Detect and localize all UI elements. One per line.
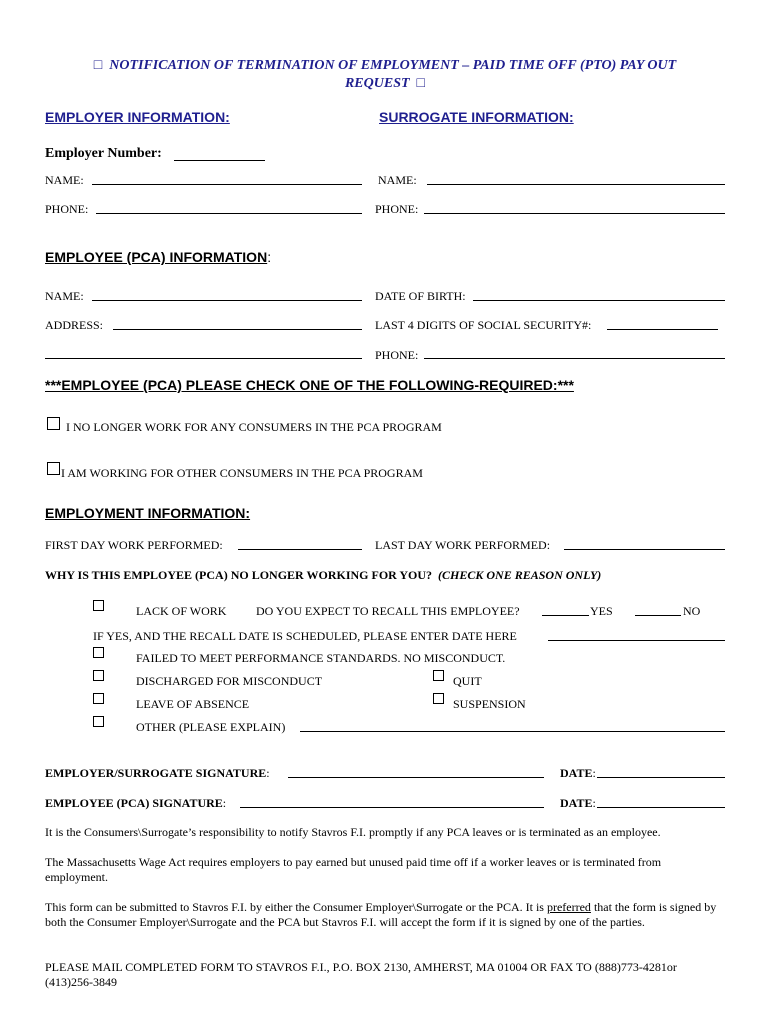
suspension-label: SUSPENSION bbox=[453, 697, 526, 711]
recall-no-field[interactable] bbox=[635, 615, 681, 616]
why-question bbox=[45, 568, 601, 583]
form-title-text-1: NOTIFICATION OF TERMINATION OF EMPLOYMENT – PAID TIME OFF (PTO) PAY OUT bbox=[109, 58, 677, 73]
employee-address-label: ADDRESS: bbox=[45, 318, 104, 332]
recall-question-label: DO YOU EXPECT TO RECALL THIS EMPLOYEE? bbox=[256, 604, 520, 618]
employee-info-heading-colon: : bbox=[267, 249, 272, 265]
employee-phone-label: PHONE: bbox=[375, 348, 419, 362]
form-title-line2 bbox=[0, 76, 770, 92]
employee-dob-field[interactable] bbox=[473, 300, 725, 301]
employee-name-field[interactable] bbox=[92, 300, 362, 301]
lack-of-work-label: LACK OF WORK bbox=[136, 604, 227, 618]
form-title-text-2: REQUEST bbox=[344, 76, 410, 91]
employer-signature-label-text: EMPLOYER/SURROGATE SIGNATURE bbox=[45, 766, 267, 780]
why-question-note: (CHECK ONE REASON ONLY) bbox=[438, 568, 602, 582]
employer-name-field[interactable] bbox=[92, 184, 362, 185]
employer-name-label: NAME: bbox=[45, 173, 84, 187]
employee-ssn-field[interactable] bbox=[607, 329, 718, 330]
suspension-checkbox[interactable] bbox=[433, 693, 444, 704]
employment-info-heading-text: EMPLOYMENT INFORMATION: bbox=[45, 505, 251, 521]
surrogate-phone-label: PHONE: bbox=[375, 202, 419, 216]
employee-signature-label-text: EMPLOYEE (PCA) SIGNATURE bbox=[45, 796, 223, 810]
employee-name-label: NAME: bbox=[45, 289, 84, 303]
other-checkbox[interactable] bbox=[93, 716, 104, 727]
note-wage-act: The Massachusetts Wage Act requires employers to pay earned but unused paid time off if a worker leaves or is terminated from employment. bbox=[45, 855, 662, 884]
employer-date-colon: : bbox=[592, 766, 596, 780]
quit-checkbox[interactable] bbox=[433, 670, 444, 681]
discharged-checkbox[interactable] bbox=[93, 670, 104, 681]
employer-signature-label bbox=[45, 766, 270, 781]
employee-info-heading-text: EMPLOYEE (PCA) INFORMATION bbox=[45, 249, 268, 265]
note-mailing: PLEASE MAIL COMPLETED FORM TO STAVROS F.I., P.O. BOX 2130, AMHERST, MA 01004 OR FAX TO (888)773-4281or (413)256-3849 bbox=[45, 960, 677, 989]
employee-ssn-label: LAST 4 DIGITS OF SOCIAL SECURITY#: bbox=[375, 318, 592, 332]
discharged-label: DISCHARGED FOR MISCONDUCT bbox=[136, 674, 323, 688]
surrogate-phone-field[interactable] bbox=[424, 213, 725, 214]
last-day-label: LAST DAY WORK PERFORMED: bbox=[375, 538, 551, 552]
employer-signature-field[interactable] bbox=[288, 777, 544, 778]
note-responsibility: It is the Consumers\Surrogate’s responsibility to notify Stavros F.I. promptly if any PCA leaves or is terminated as an employee. bbox=[45, 825, 661, 839]
surrogate-info-heading-text: SURROGATE INFORMATION: bbox=[379, 109, 574, 125]
other-explain-field[interactable] bbox=[300, 731, 725, 732]
title-box-glyph-right: □ bbox=[416, 76, 426, 91]
working-other-label: I AM WORKING FOR OTHER CONSUMERS IN THE PCA PROGRAM bbox=[61, 466, 423, 480]
first-day-field[interactable] bbox=[238, 549, 362, 550]
recall-date-field[interactable] bbox=[548, 640, 725, 641]
leave-of-absence-label: LEAVE OF ABSENCE bbox=[136, 697, 250, 711]
employer-phone-field[interactable] bbox=[96, 213, 362, 214]
note-submission bbox=[45, 900, 725, 930]
quit-label: QUIT bbox=[453, 674, 482, 688]
employee-signature-label bbox=[45, 796, 226, 811]
employer-number-label: Employer Number: bbox=[45, 146, 162, 161]
employee-address-field[interactable] bbox=[113, 329, 362, 330]
last-day-field[interactable] bbox=[564, 549, 725, 550]
check-one-heading-text: ***EMPLOYEE (PCA) PLEASE CHECK ONE OF THE FOLLOWING-REQUIRED:*** bbox=[45, 377, 574, 393]
employer-date-label bbox=[560, 766, 596, 781]
recall-yes-field[interactable] bbox=[542, 615, 589, 616]
employer-date-field[interactable] bbox=[597, 777, 725, 778]
lack-of-work-checkbox[interactable] bbox=[93, 600, 104, 611]
employee-date-colon: : bbox=[592, 796, 596, 810]
note-submission-part1: This form can be submitted to Stavros F.I. by either the Consumer Employer\Surrogate or the PCA. It is bbox=[45, 900, 547, 914]
employee-date-label-text: DATE bbox=[560, 796, 593, 810]
employee-date-field[interactable] bbox=[597, 807, 725, 808]
recall-date-label: IF YES, AND THE RECALL DATE IS SCHEDULED, PLEASE ENTER DATE HERE bbox=[93, 629, 517, 643]
recall-no-label: NO bbox=[683, 604, 701, 618]
working-other-checkbox[interactable] bbox=[47, 462, 60, 475]
employee-signature-colon: : bbox=[222, 796, 227, 810]
note-submission-preferred: preferred bbox=[546, 900, 591, 914]
employee-address-line2-field[interactable] bbox=[45, 358, 362, 359]
surrogate-info-heading bbox=[379, 109, 574, 125]
other-label: OTHER (PLEASE EXPLAIN) bbox=[136, 720, 286, 734]
no-longer-work-checkbox[interactable] bbox=[47, 417, 60, 430]
employer-number-field[interactable] bbox=[174, 160, 265, 161]
employee-info-heading bbox=[45, 249, 271, 265]
employer-signature-colon: : bbox=[266, 766, 270, 780]
check-one-heading bbox=[45, 377, 574, 393]
employee-dob-label: DATE OF BIRTH: bbox=[375, 289, 466, 303]
form-title-line1 bbox=[0, 58, 770, 74]
employee-signature-field[interactable] bbox=[240, 807, 544, 808]
leave-of-absence-checkbox[interactable] bbox=[93, 693, 104, 704]
employee-date-label bbox=[560, 796, 596, 811]
employment-info-heading bbox=[45, 505, 250, 521]
employer-phone-label: PHONE: bbox=[45, 202, 89, 216]
first-day-label: FIRST DAY WORK PERFORMED: bbox=[45, 538, 223, 552]
failed-standards-checkbox[interactable] bbox=[93, 647, 104, 658]
surrogate-name-label: NAME: bbox=[378, 173, 417, 187]
surrogate-name-field[interactable] bbox=[427, 184, 725, 185]
failed-standards-label: FAILED TO MEET PERFORMANCE STANDARDS. NO MISCONDUCT. bbox=[136, 651, 506, 665]
employee-phone-field[interactable] bbox=[424, 358, 725, 359]
note-submission-part2: that the form is signed by both the Consumer Employer\Surrogate and the PCA but Stavros F.I. will accept the form if it is signed by one of the parties. bbox=[45, 900, 717, 929]
title-box-glyph-left: □ bbox=[93, 58, 103, 73]
recall-yes-label: YES bbox=[590, 604, 613, 618]
employer-info-heading bbox=[45, 109, 230, 125]
employer-date-label-text: DATE bbox=[560, 766, 593, 780]
employer-info-heading-text: EMPLOYER INFORMATION: bbox=[45, 109, 230, 125]
no-longer-work-label: I NO LONGER WORK FOR ANY CONSUMERS IN THE PCA PROGRAM bbox=[66, 420, 442, 434]
why-question-text: WHY IS THIS EMPLOYEE (PCA) NO LONGER WORKING FOR YOU? bbox=[45, 568, 433, 582]
